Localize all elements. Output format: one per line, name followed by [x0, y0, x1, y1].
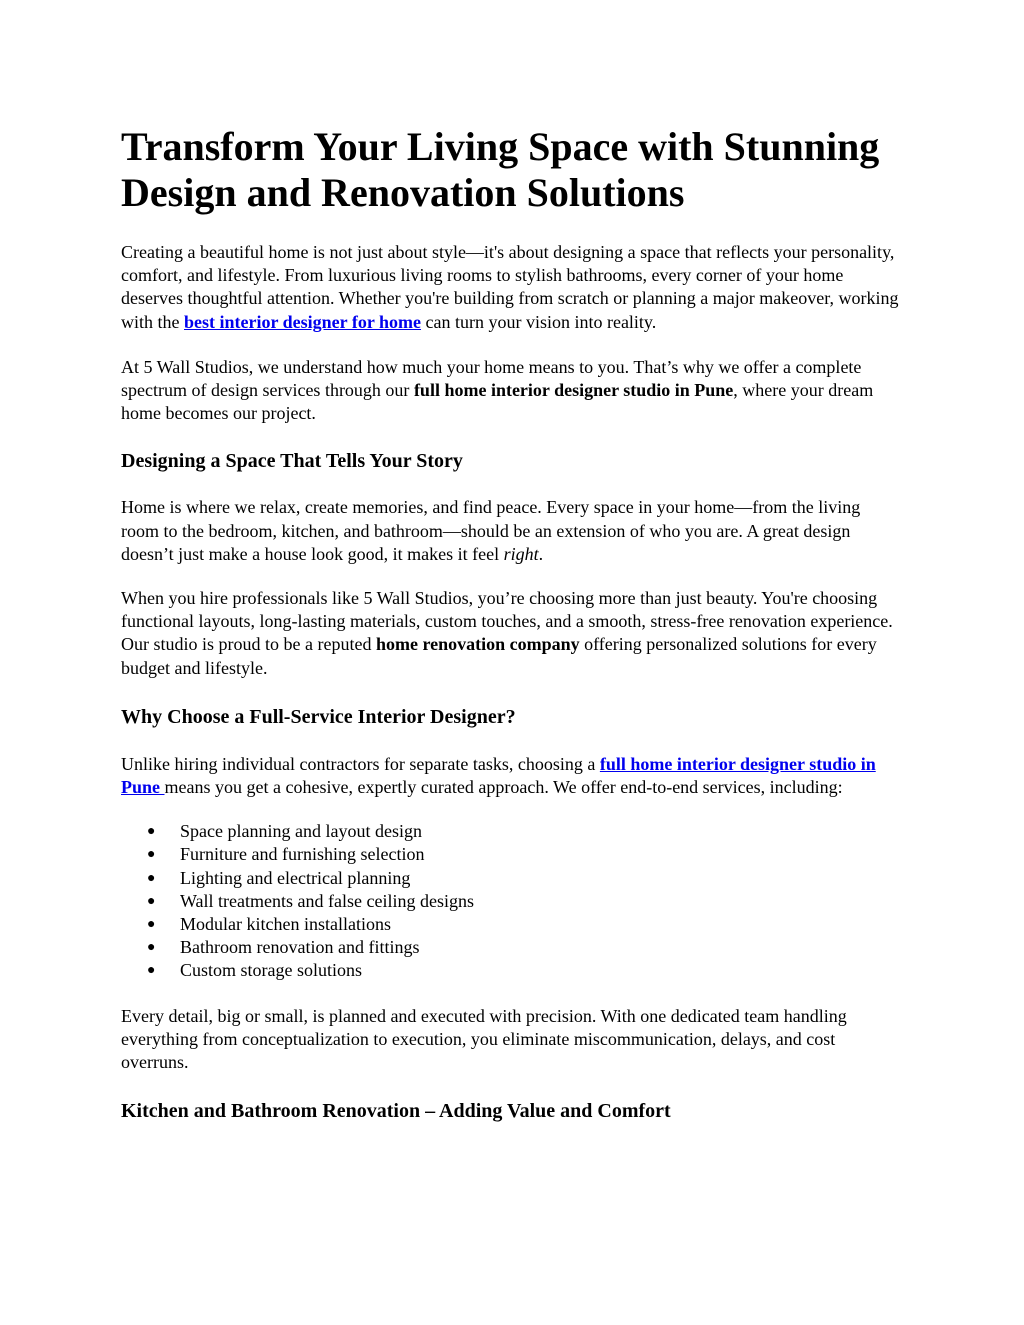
studio-paragraph	[121, 356, 901, 426]
list-item	[147, 843, 901, 866]
intro-paragraph	[121, 241, 901, 334]
full-home-designer-link[interactable]: full home interior designer studio in Pune	[121, 753, 876, 798]
services-list	[121, 820, 901, 982]
story-p2-bold: home renovation company	[375, 634, 580, 655]
story-p1-text: Home is where we relax, create memories, and find peace. Every space in your home—from the living room to the bedroom, kitchen, and bathroom—should be an extension of who you are. A great design doesn’t just make a house look good, it makes it feel	[121, 497, 861, 564]
service-item-text: Space planning and layout design	[180, 821, 422, 842]
bullet-icon: ●	[147, 940, 156, 956]
list-item	[147, 913, 901, 936]
story-paragraph-1	[121, 496, 901, 566]
service-item-text: Bathroom renovation and fittings	[180, 937, 420, 958]
service-item-text: Wall treatments and false ceiling designs	[180, 890, 474, 911]
studio-text-after-bold: , where your dream home becomes our project.	[121, 380, 874, 424]
closing-paragraph: Every detail, big or small, is planned and executed with precision. With one dedicated team handling everything from conceptualization to execution, you eliminate miscommunication, delays, and cost overruns.	[121, 1005, 847, 1073]
bullet-icon: ●	[147, 870, 156, 886]
bullet-icon: ●	[147, 847, 156, 863]
studio-bold-phrase: full home interior designer studio in Pune	[413, 380, 734, 401]
list-item	[147, 890, 901, 913]
bullet-icon: ●	[147, 893, 156, 909]
why-section-heading: Why Choose a Full-Service Interior Designer?	[121, 705, 516, 728]
story-p1-end: .	[538, 543, 544, 564]
story-p2-text: When you hire professionals like 5 Wall Studios, you’re choosing more than just beauty. You're choosing functional layouts, long-lasting materials, custom touches, and a smooth, stress-free renovation experience. Our studio is proud to be a reputed	[121, 588, 893, 655]
service-item-text: Furniture and furnishing selection	[180, 844, 425, 865]
page-title: Transform Your Living Space with Stunning Design and Renovation Solutions	[121, 124, 880, 215]
story-p1-italic: right	[503, 543, 539, 564]
story-paragraph-2	[121, 587, 901, 680]
bullet-icon: ●	[147, 917, 156, 933]
why-text-before-link: Unlike hiring individual contractors for separate tasks, choosing a	[121, 753, 600, 774]
best-interior-designer-link[interactable]: best interior designer for home	[184, 311, 421, 332]
why-text-after-link: means you get a cohesive, expertly curated approach. We offer end-to-end services, including:	[164, 777, 843, 798]
bullet-icon: ●	[147, 963, 156, 979]
intro-text-before-link: Creating a beautiful home is not just about style—it's about designing a space that reflects your personality, comfort, and lifestyle. From luxurious living rooms to stylish bathrooms, every corner of your home deserves thoughtful attention. Whether you're building from scratch or planning a major makeover, working with the	[121, 242, 899, 332]
intro-text-after-link: can turn your vision into reality.	[420, 311, 657, 332]
studio-text-before-bold: At 5 Wall Studios, we understand how much your home means to you. That’s why we offer a complete spectrum of design services through our	[121, 356, 862, 401]
list-item	[147, 867, 901, 890]
story-section-heading: Designing a Space That Tells Your Story	[121, 450, 463, 473]
kitchen-section-heading: Kitchen and Bathroom Renovation – Adding Value and Comfort	[121, 1100, 671, 1123]
service-item-text: Lighting and electrical planning	[180, 867, 411, 888]
service-item-text: Custom storage solutions	[180, 960, 363, 981]
bullet-icon: ●	[147, 824, 156, 840]
service-item-text: Modular kitchen installations	[180, 914, 391, 935]
list-item	[147, 820, 901, 843]
why-paragraph	[121, 753, 901, 799]
list-item	[147, 936, 901, 959]
story-p2-end: offering personalized solutions for every budget and lifestyle.	[121, 634, 877, 678]
list-item	[147, 959, 901, 982]
document-page	[121, 124, 901, 1123]
